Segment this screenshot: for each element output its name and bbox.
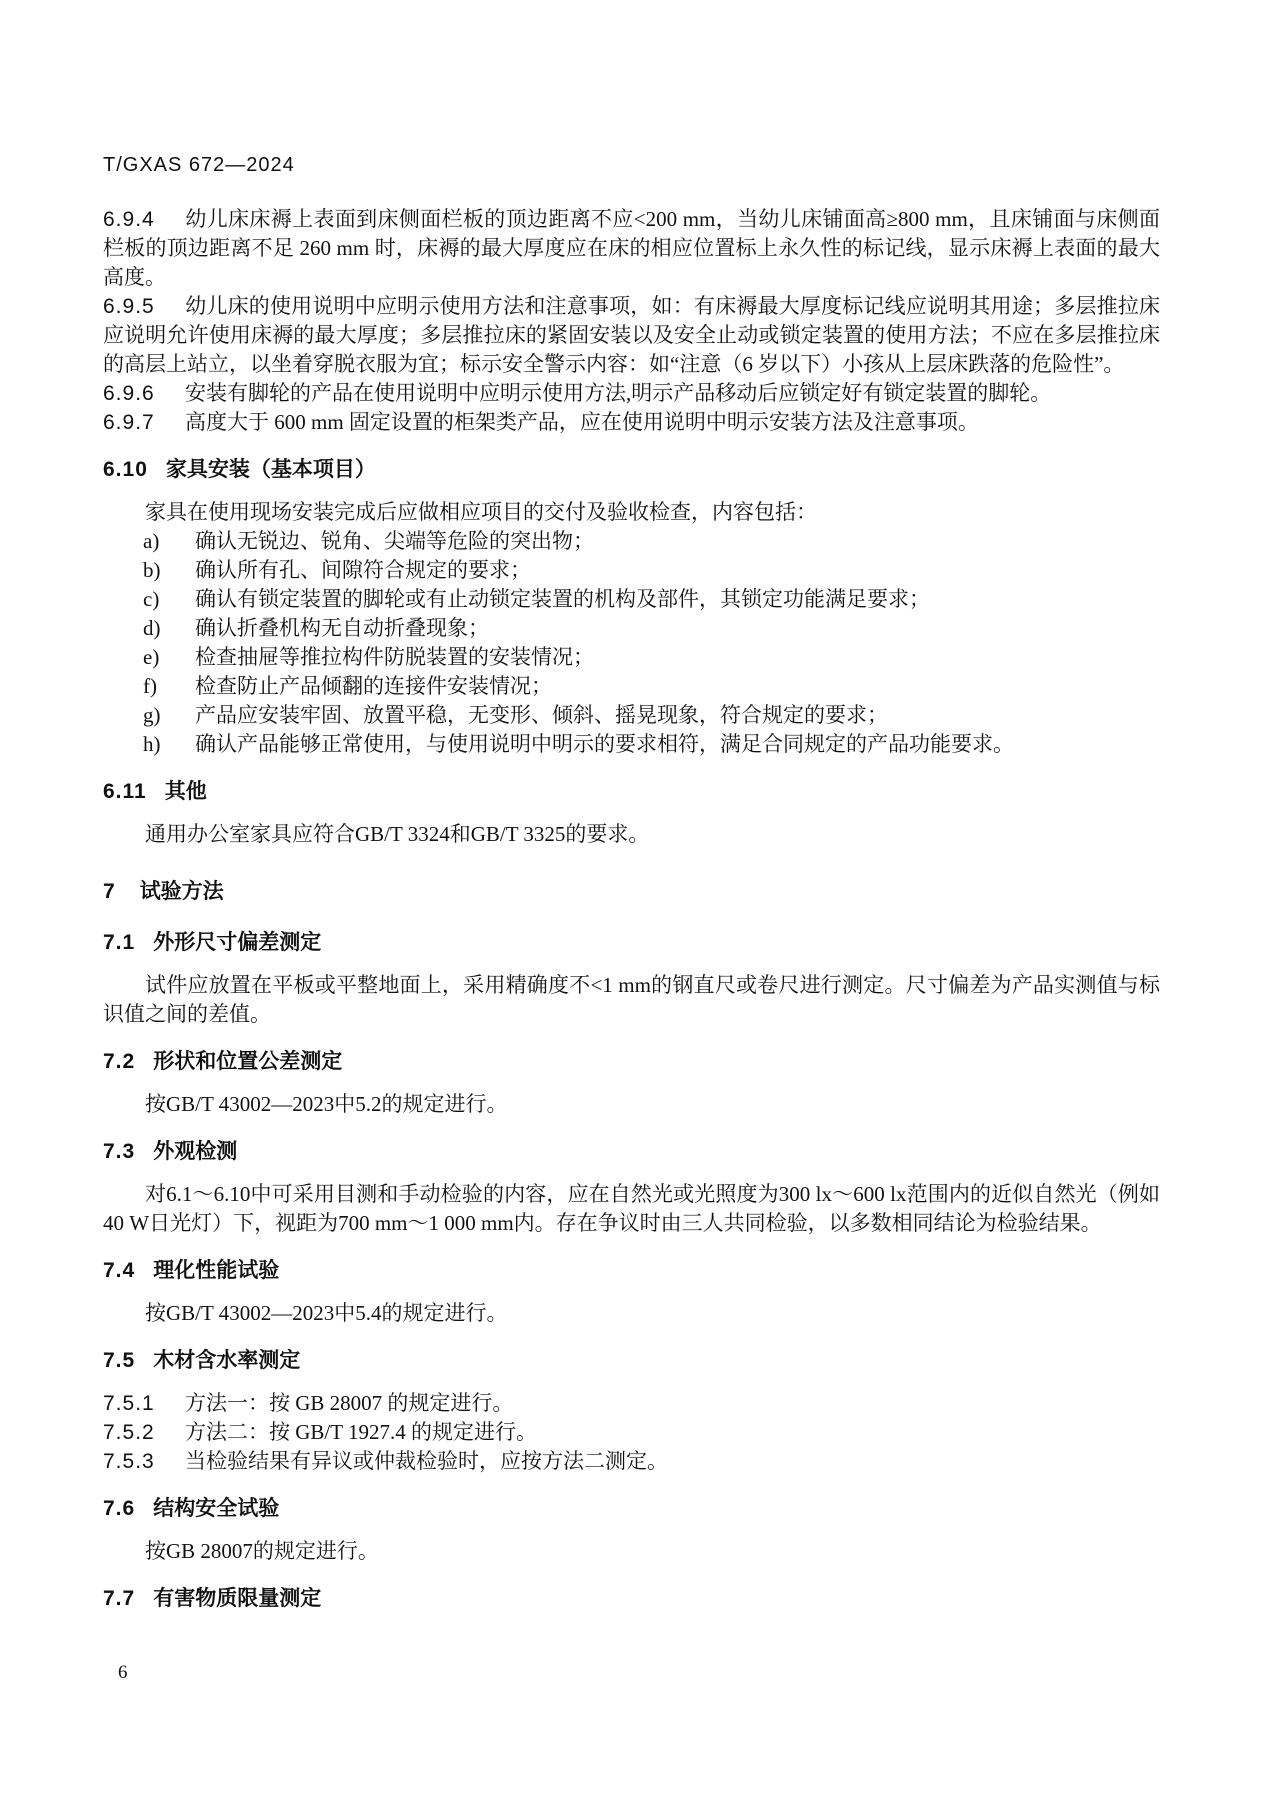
clause-7-5-2 [103, 1418, 1160, 1447]
install-check-list [103, 527, 1160, 759]
section-heading-7-3 [103, 1137, 1160, 1166]
page-number: 6 [118, 1662, 128, 1683]
clause-number: 6.9.4 [103, 208, 155, 231]
clause-6-9-7 [103, 408, 1160, 437]
item-label: b) [143, 558, 161, 582]
clause-7-5-3 [103, 1447, 1160, 1476]
heading-title: 有害物质限量测定 [153, 1587, 322, 1610]
list-item-c [103, 585, 1160, 614]
heading-title: 外观检测 [153, 1140, 238, 1163]
item-label: a) [143, 529, 160, 553]
heading-number: 6.10 [103, 458, 148, 481]
section-6-11-body: 通用办公室家具应符合GB/T 3324和GB/T 3325的要求。 [145, 822, 650, 846]
clause-number: 7.5.3 [103, 1450, 155, 1473]
item-text: 检查抽屉等推拉构件防脱装置的安装情况； [195, 645, 594, 669]
heading-title: 其他 [164, 780, 207, 803]
section-7-2-body: 按GB/T 43002—2023中5.2的规定进行。 [145, 1092, 508, 1116]
item-text: 产品应安装牢固、放置平稳，无变形、倾斜、摇晃现象，符合规定的要求； [195, 703, 888, 727]
clause-text: 当检验结果有异议或仲裁检验时，应按方法二测定。 [185, 1449, 668, 1473]
heading-number: 7.7 [103, 1587, 136, 1610]
heading-number: 7.6 [103, 1497, 136, 1520]
clause-text: 方法二：按 GB/T 1927.4 的规定进行。 [185, 1420, 537, 1444]
list-item-e [103, 643, 1160, 672]
heading-number: 6.11 [103, 780, 147, 803]
heading-title: 外形尺寸偏差测定 [153, 931, 322, 954]
section-heading-7-4 [103, 1256, 1160, 1285]
heading-number: 7.1 [103, 931, 136, 954]
section-heading-6-11 [103, 777, 1160, 806]
list-item-a [103, 527, 1160, 556]
heading-title: 家具安装（基本项目） [165, 458, 376, 481]
item-label: h) [143, 732, 161, 756]
heading-title: 结构安全试验 [153, 1497, 280, 1520]
item-label: d) [143, 616, 161, 640]
section-7-3-body: 对6.1～6.10中可采用目测和手动检验的内容，应在自然光或光照度为300 lx～600 lx范围内的近似自然光（例如40 W日光灯）下，视距为700 mm～1 000 mm内。存在争议时由三人共同检验，以多数相同结论为检验结果。 [103, 1182, 1160, 1235]
section-heading-7 [103, 877, 1160, 906]
list-item-h [103, 730, 1160, 759]
item-text: 确认产品能够正常使用，与使用说明中明示的要求相符，满足合同规定的产品功能要求。 [195, 732, 1014, 756]
section-heading-6-10 [103, 455, 1160, 484]
section-heading-7-5 [103, 1346, 1160, 1375]
clause-number: 6.9.6 [103, 382, 155, 405]
item-label: c) [143, 587, 160, 611]
section-6-10-intro: 家具在使用现场安装完成后应做相应项目的交付及验收检查，内容包括： [145, 500, 817, 524]
clause-number: 6.9.7 [103, 411, 155, 434]
clause-6-9-6 [103, 379, 1160, 408]
section-heading-7-7 [103, 1584, 1160, 1613]
heading-number: 7.2 [103, 1050, 136, 1073]
item-text: 确认所有孔、间隙符合规定的要求； [195, 558, 531, 582]
item-label: e) [143, 645, 160, 669]
clause-7-5-1 [103, 1389, 1160, 1418]
list-item-d [103, 614, 1160, 643]
heading-title: 理化性能试验 [153, 1259, 280, 1282]
list-item-f [103, 672, 1160, 701]
section-heading-7-2 [103, 1047, 1160, 1076]
heading-title: 形状和位置公差测定 [153, 1050, 343, 1073]
heading-number: 7.5 [103, 1349, 136, 1372]
clause-6-9-5 [103, 292, 1160, 379]
list-item-b [103, 556, 1160, 585]
item-text: 确认折叠机构无自动折叠现象； [195, 616, 489, 640]
section-7-6-body: 按GB 28007的规定进行。 [145, 1539, 379, 1563]
item-text: 检查防止产品倾翻的连接件安装情况； [195, 674, 552, 698]
clause-text: 安装有脚轮的产品在使用说明中应明示使用方法,明示产品移动后应锁定好有锁定装置的脚轮。 [185, 381, 1052, 405]
item-label: f) [143, 674, 157, 698]
item-text: 确认有锁定装置的脚轮或有止动锁定装置的机构及部件，其锁定功能满足要求； [195, 587, 930, 611]
clause-text: 高度大于 600 mm 固定设置的柜架类产品，应在使用说明中明示安装方法及注意事项。 [185, 410, 979, 434]
clause-text: 幼儿床床褥上表面到床侧面栏板的顶边距离不应<200 mm，当幼儿床铺面高≥800 mm，且床铺面与床侧面栏板的顶边距离不足 260 mm 时，床褥的最大厚度应在床的相应位置标上永久性的标记线，显示床褥上表面的最大高度。 [103, 207, 1160, 289]
clause-text: 方法一：按 GB 28007 的规定进行。 [185, 1391, 514, 1415]
item-label: g) [143, 703, 161, 727]
section-7-1-body: 试件应放置在平板或平整地面上，采用精确度不<1 mm的钢直尺或卷尺进行测定。尺寸偏差为产品实测值与标识值之间的差值。 [103, 973, 1160, 1026]
section-heading-7-6 [103, 1494, 1160, 1523]
clause-6-9-4 [103, 205, 1160, 292]
heading-number: 7 [103, 880, 116, 903]
section-heading-7-1 [103, 928, 1160, 957]
section-7-4-body: 按GB/T 43002—2023中5.4的规定进行。 [145, 1301, 508, 1325]
clause-number: 6.9.5 [103, 295, 155, 318]
standard-number-header: T/GXAS 672—2024 [103, 154, 295, 176]
heading-title: 试验方法 [139, 880, 224, 903]
item-text: 确认无锐边、锐角、尖端等危险的突出物； [195, 529, 594, 553]
list-item-g [103, 701, 1160, 730]
heading-title: 木材含水率测定 [153, 1349, 301, 1372]
clause-number: 7.5.1 [103, 1392, 155, 1415]
heading-number: 7.4 [103, 1259, 136, 1282]
clause-text: 幼儿床的使用说明中应明示使用方法和注意事项，如：有床褥最大厚度标记线应说明其用途；多层推拉床应说明允许使用床褥的最大厚度；多层推拉床的紧固安装以及安全止动或锁定装置的使用方法；不应在多层推拉床的高层上站立，以坐着穿脱衣服为宜；标示安全警示内容：如“注意（6 岁以下）小孩从上层床跌落的危险性”。 [103, 294, 1160, 376]
clause-number: 7.5.2 [103, 1421, 155, 1444]
heading-number: 7.3 [103, 1140, 136, 1163]
